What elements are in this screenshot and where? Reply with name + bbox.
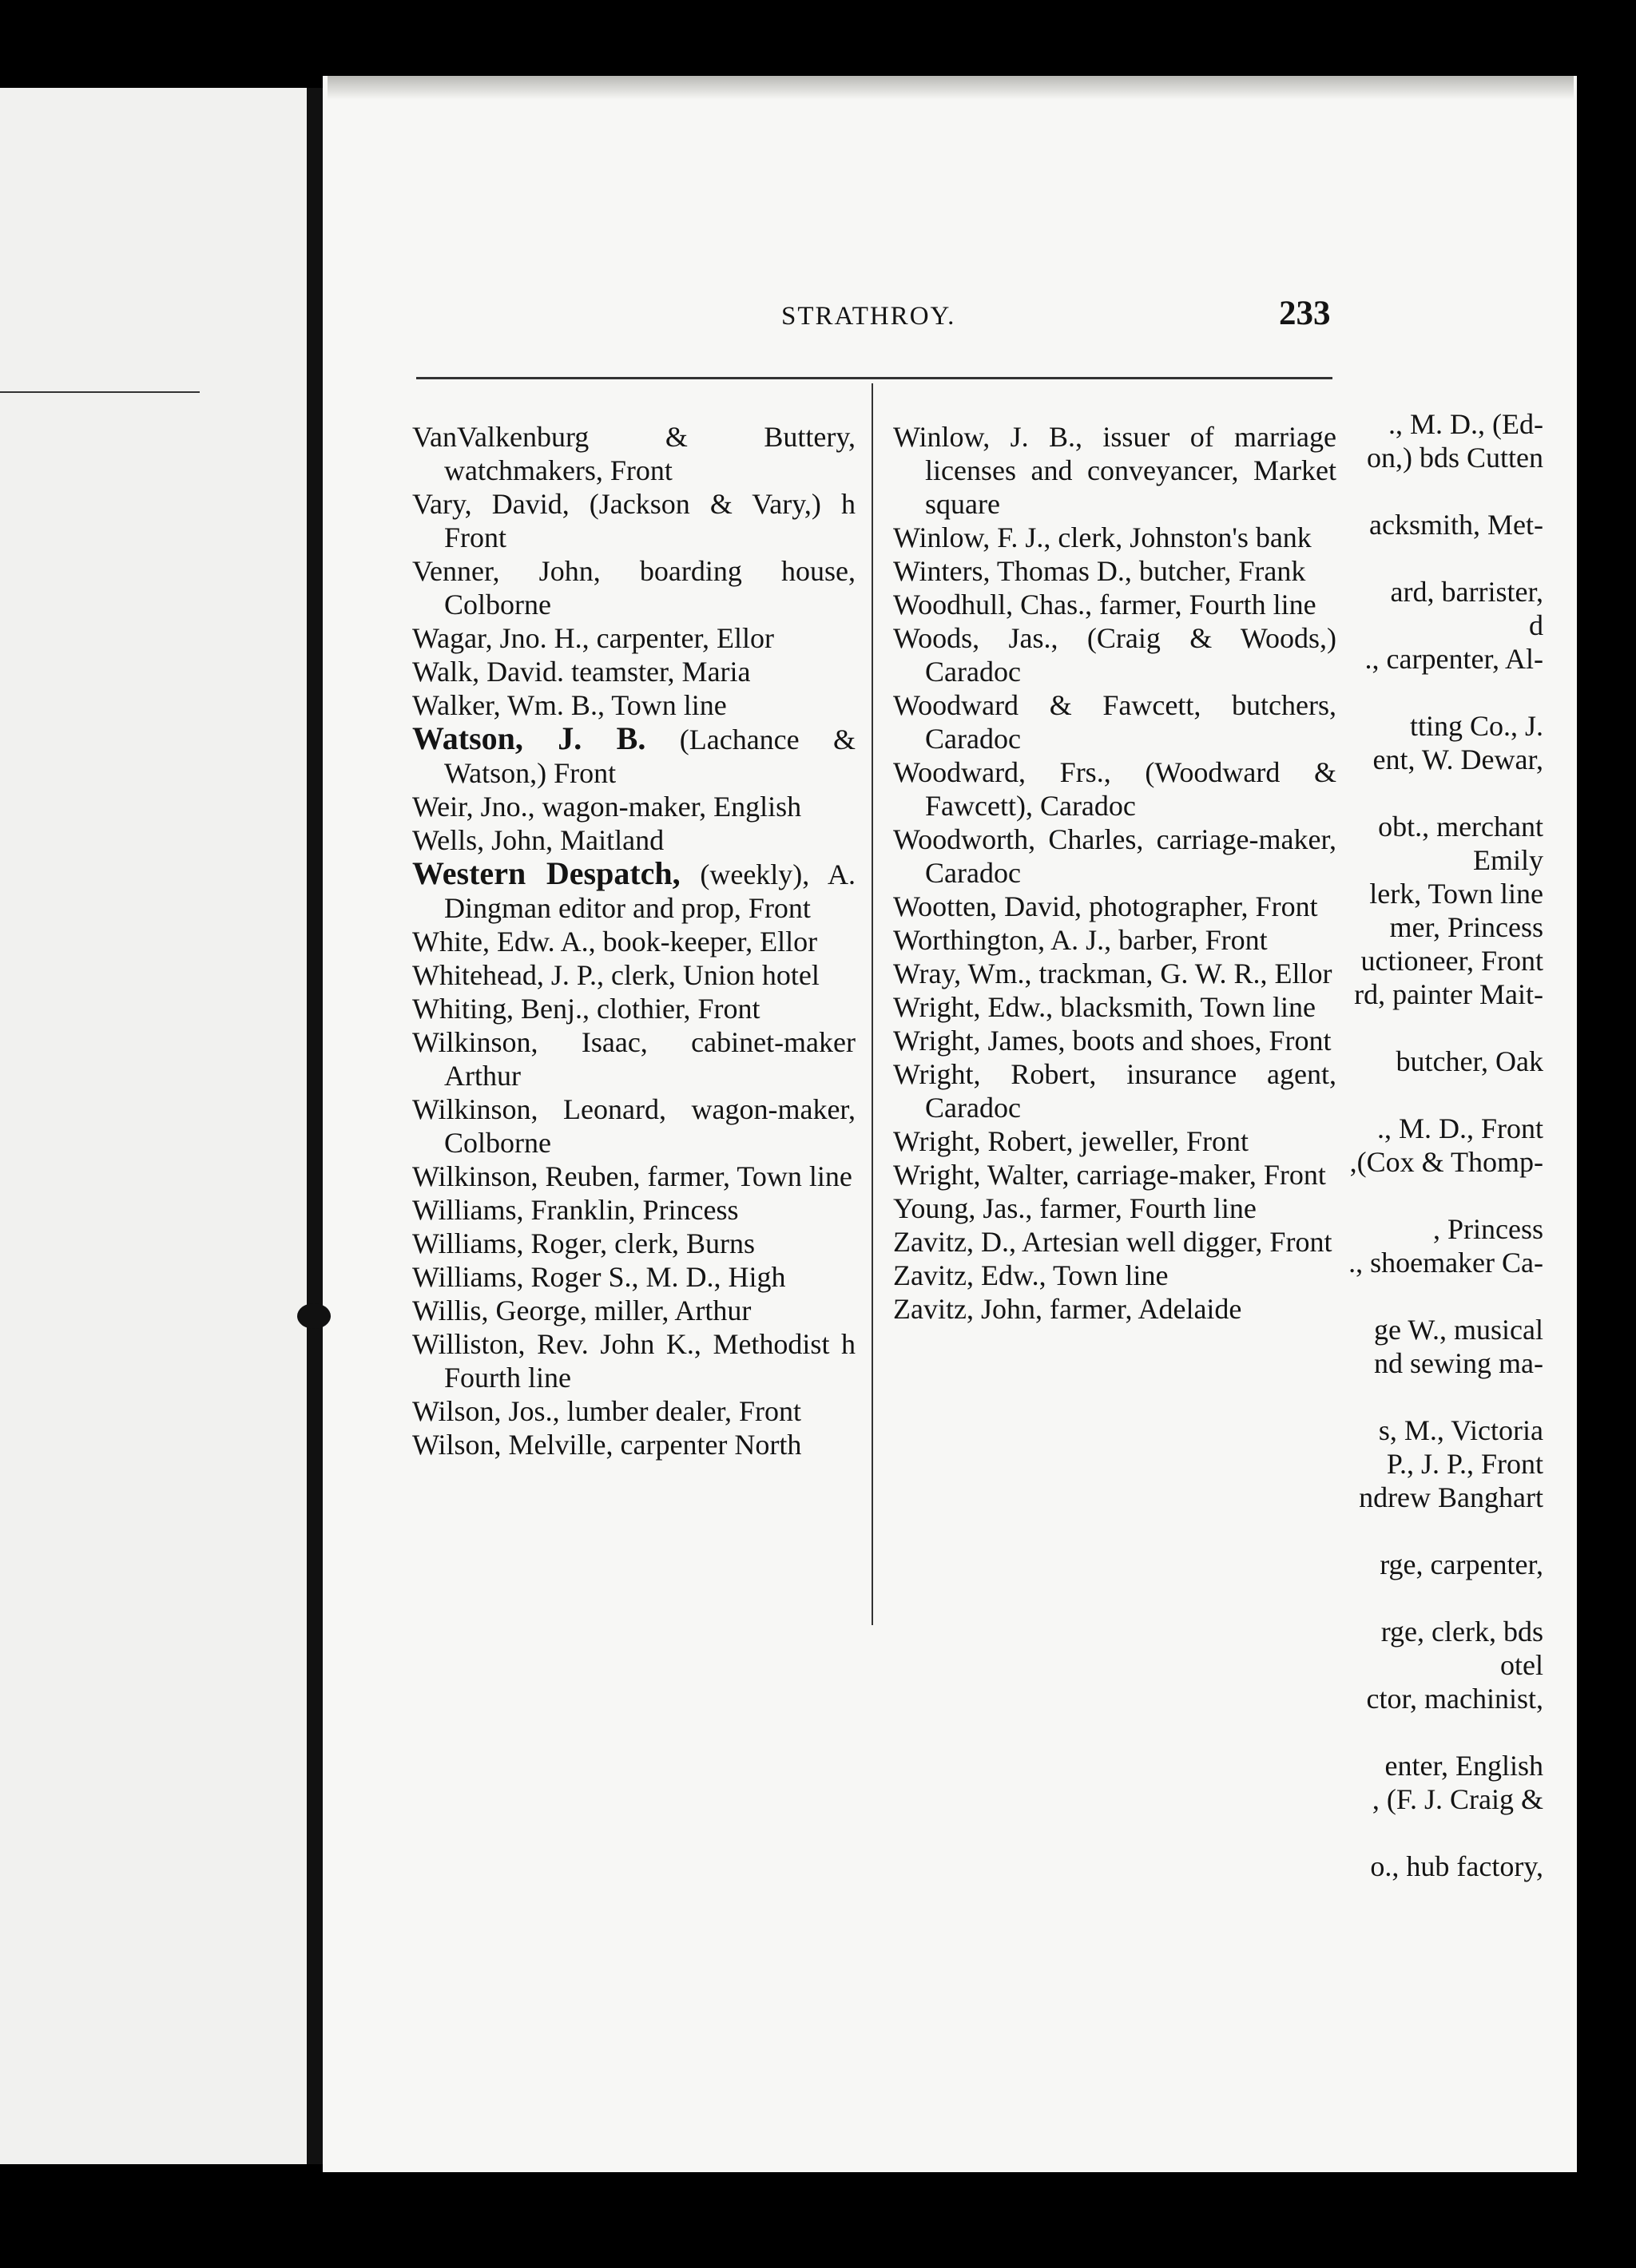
running-head: STRATHROY. <box>781 302 956 331</box>
entry-name: Zavitz, Edw., <box>893 1259 1046 1291</box>
entry-name: Wilson, Jos., <box>412 1395 560 1427</box>
directory-entry <box>893 1292 1336 1326</box>
entry-details: Princess <box>635 1194 739 1226</box>
left-page-line: ., shoemaker Ca- <box>1348 1247 1543 1279</box>
left-page-line: ,(Cox & Thomp- <box>1349 1146 1543 1178</box>
left-page-line: uctioneer, Front <box>1360 945 1543 977</box>
entry-details: boots and shoes, Front <box>1065 1025 1332 1057</box>
left-page-line: ., carpenter, Al- <box>1364 643 1543 675</box>
left-page-rule <box>0 391 200 393</box>
entry-details: (Lachance & Watson,) Front <box>444 724 856 789</box>
left-page-line: rd, painter Mait- <box>1354 978 1543 1010</box>
directory-entry <box>893 755 1336 823</box>
directory-entry <box>893 420 1336 521</box>
entry-name: Woodward, Frs., <box>893 756 1111 788</box>
entry-name: Woodhull, Chas., <box>893 589 1093 621</box>
left-page-line <box>1224 1581 1543 1615</box>
entry-details: carriage-maker, Caradoc <box>925 823 1336 889</box>
left-page-line: acksmith, Met- <box>1369 509 1543 541</box>
left-page-line: rge, carpenter, <box>1380 1548 1543 1580</box>
entry-details: clerk, Union hotel <box>603 959 820 991</box>
entry-details: farmer, Adelaide <box>1042 1293 1242 1325</box>
entry-name: Watson, J. B. <box>412 720 646 756</box>
left-page-line: ndrew Banghart <box>1359 1481 1543 1513</box>
directory-entry <box>893 554 1336 588</box>
header-rule <box>416 377 1332 379</box>
left-page-line <box>1224 1816 1543 1850</box>
directory-entry <box>412 1327 856 1394</box>
entry-name: Wright, Robert, <box>893 1058 1097 1090</box>
directory-entry <box>412 925 856 958</box>
left-page-line <box>1224 1380 1543 1414</box>
entry-name: Woods, Jas., <box>893 622 1058 654</box>
left-page-line: tting Co., J. <box>1409 710 1543 742</box>
entry-name: White, Edw. A., <box>412 926 596 958</box>
directory-entry <box>412 487 856 554</box>
left-page-line: ard, barrister, <box>1390 576 1543 608</box>
directory-entry <box>412 992 856 1025</box>
left-page-fragment <box>0 88 313 2164</box>
directory-entry <box>893 1259 1336 1292</box>
entry-name: Woodworth, Charles, <box>893 823 1144 855</box>
entry-details: watchmakers, Front <box>444 454 673 486</box>
entry-details: Methodist h Fourth line <box>444 1328 856 1394</box>
directory-entry <box>412 688 856 722</box>
directory-entry <box>893 957 1336 990</box>
entry-details: teamster, Maria <box>564 656 751 688</box>
entry-details: issuer of marriage licenses and conveyancer, Market square <box>925 421 1336 520</box>
directory-entry <box>412 1394 856 1428</box>
entry-name: Williams, Franklin, <box>412 1194 636 1226</box>
directory-column-right <box>893 420 1336 1326</box>
entry-details: butcher, Frank <box>1131 555 1306 587</box>
entry-details: insurance agent, Caradoc <box>925 1058 1336 1124</box>
left-page-line: ge W., musical <box>1374 1314 1543 1346</box>
entry-name: Winters, Thomas D., <box>893 555 1132 587</box>
left-page-line: lerk, Town line <box>1369 878 1543 910</box>
directory-entry <box>893 823 1336 890</box>
entry-details: Town line <box>604 689 727 721</box>
directory-entry <box>412 1025 856 1092</box>
entry-name: Wright, Edw., <box>893 991 1054 1023</box>
entry-name: Wilkinson, Leonard, <box>412 1093 666 1125</box>
entry-name: Zavitz, D., <box>893 1226 1016 1258</box>
left-page-line: , Princess <box>1433 1213 1543 1245</box>
entry-name: Wray, Wm., <box>893 958 1032 989</box>
directory-entry <box>412 1160 856 1193</box>
left-page-line: rge, clerk, bds <box>1380 1616 1543 1647</box>
entry-name: Wright, Walter, <box>893 1159 1070 1191</box>
directory-entry <box>412 1092 856 1160</box>
directory-entry <box>893 923 1336 957</box>
entry-name: Vary, David, <box>412 488 570 520</box>
left-page-line: s, M., Victoria <box>1378 1414 1543 1446</box>
entry-details: (Woodward & Fawcett), Caradoc <box>925 756 1336 822</box>
directory-entry <box>412 554 856 621</box>
directory-entry <box>412 722 856 790</box>
directory-entry <box>893 621 1336 688</box>
directory-entry <box>893 1225 1336 1259</box>
entry-name: Zavitz, John, <box>893 1293 1042 1325</box>
binding-mark <box>297 1303 331 1329</box>
entry-name: Willis, George, <box>412 1295 587 1326</box>
directory-entry <box>893 1057 1336 1124</box>
binding-gutter <box>307 88 323 2164</box>
entry-name: Young, Jas., <box>893 1192 1033 1224</box>
entry-name: Wagar, Jno. H., <box>412 622 590 654</box>
directory-entry <box>412 790 856 823</box>
directory-column-left <box>412 420 856 1461</box>
left-page-line <box>1224 1715 1543 1749</box>
entry-name: Walk, David. <box>412 656 565 688</box>
left-page-line: obt., merchant <box>1378 811 1543 843</box>
entry-details: carriage-maker, Front <box>1069 1159 1326 1191</box>
directory-entry <box>893 990 1336 1024</box>
left-page-line: butcher, Oak <box>1396 1045 1543 1077</box>
directory-entry <box>412 420 856 487</box>
entry-details: cabinet-maker Arthur <box>444 1026 856 1092</box>
entry-details: boarding house, Colborne <box>444 555 856 621</box>
entry-details: Artesian well digger, Front <box>1015 1226 1332 1258</box>
entry-details: jeweller, Front <box>1073 1125 1249 1157</box>
directory-entry <box>893 1191 1336 1225</box>
entry-details: carpenter, Ellor <box>589 622 775 654</box>
entry-name: Winlow, J. B., <box>893 421 1082 453</box>
directory-entry <box>893 1124 1336 1158</box>
entry-details: clerk, Burns <box>607 1227 756 1259</box>
entry-name: Venner, John, <box>412 555 601 587</box>
left-page-line: enter, English <box>1384 1750 1543 1782</box>
entry-details: trackman, G. W. R., Ellor <box>1031 958 1332 989</box>
column-divider <box>872 383 873 1625</box>
directory-entry <box>893 688 1336 755</box>
left-page-line: d <box>1529 609 1543 641</box>
entry-details: (Jackson & Vary,) h Front <box>444 488 856 553</box>
directory-entry <box>412 1193 856 1227</box>
entry-details: (weekly), A. Dingman editor and prop, Front <box>444 858 856 924</box>
entry-name: Worthington, A. J., <box>893 924 1112 956</box>
directory-entry <box>893 521 1336 554</box>
entry-details: farmer, Town line <box>640 1160 852 1192</box>
left-page-line: , (F. J. Craig & <box>1372 1783 1543 1815</box>
entry-details: Town line <box>1046 1259 1169 1291</box>
directory-entry <box>893 1158 1336 1191</box>
entry-details: book-keeper, Ellor <box>595 926 818 958</box>
scan-smudge <box>328 76 1574 100</box>
entry-name: Winlow, F. J., <box>893 521 1051 553</box>
entry-details: blacksmith, Town line <box>1053 991 1316 1023</box>
left-page-line: P., J. P., Front <box>1386 1448 1543 1480</box>
entry-details: clothier, Front <box>589 993 760 1025</box>
directory-entry <box>893 890 1336 923</box>
entry-name: Wright, James, <box>893 1025 1066 1057</box>
entry-details: butchers, Caradoc <box>925 689 1336 755</box>
directory-entry <box>412 958 856 992</box>
entry-details: photographer, Front <box>1082 890 1318 922</box>
directory-entry <box>412 1260 856 1294</box>
entry-name: Whiting, Benj., <box>412 993 590 1025</box>
entry-name: Williams, Roger S., <box>412 1261 639 1293</box>
entry-details: M. D., High <box>638 1261 786 1293</box>
directory-entry <box>412 655 856 688</box>
left-page-line: on,) bds Cutten <box>1367 442 1543 474</box>
entry-name: Wright, Robert, <box>893 1125 1074 1157</box>
directory-entry <box>412 1428 856 1461</box>
left-page-line: ent, W. Dewar, <box>1372 743 1543 775</box>
entry-details: (Craig & Woods,) Caradoc <box>925 622 1336 688</box>
left-page-line: nd sewing ma- <box>1374 1347 1543 1379</box>
entry-name: Williams, Roger, <box>412 1227 608 1259</box>
entry-details: farmer, Fourth line <box>1032 1192 1257 1224</box>
directory-entry <box>412 1294 856 1327</box>
entry-details: carpenter North <box>613 1429 802 1461</box>
entry-name: Western Despatch, <box>412 855 681 891</box>
entry-details: miller, Arthur <box>586 1295 752 1326</box>
left-page-line: ., M. D., Front <box>1376 1112 1543 1144</box>
entry-name: Woodward & Fawcett, <box>893 689 1201 721</box>
directory-entry <box>412 857 856 925</box>
directory-entry <box>893 1024 1336 1057</box>
entry-details: lumber dealer, Front <box>559 1395 802 1427</box>
entry-name: Walker, Wm. B., <box>412 689 605 721</box>
directory-entry <box>412 621 856 655</box>
entry-name: Weir, Jno., <box>412 791 535 823</box>
left-page-line: mer, Princess <box>1389 911 1543 943</box>
left-page-line: otel <box>1500 1649 1543 1681</box>
left-page-line <box>1224 1514 1543 1548</box>
entry-details: wagon-maker, English <box>534 791 802 823</box>
entry-details: farmer, Fourth line <box>1092 589 1316 621</box>
entry-name: Wells, John, <box>412 824 554 856</box>
left-page-line: Emily <box>1473 844 1543 876</box>
page-number: 233 <box>1279 295 1331 332</box>
entry-name: Wilkinson, Isaac, <box>412 1026 648 1058</box>
directory-entry <box>412 823 856 857</box>
entry-details: barber, Front <box>1111 924 1268 956</box>
entry-name: Wootten, David, <box>893 890 1082 922</box>
directory-entry <box>893 588 1336 621</box>
entry-name: Williston, Rev. John K., <box>412 1328 701 1360</box>
entry-name: Wilson, Melville, <box>412 1429 614 1461</box>
directory-entry <box>412 1227 856 1260</box>
left-page-line: ctor, machinist, <box>1366 1683 1543 1715</box>
entry-name: Whitehead, J. P., <box>412 959 604 991</box>
entry-name: Wilkinson, Reuben, <box>412 1160 641 1192</box>
left-page-line: ., M. D., (Ed- <box>1388 408 1543 440</box>
entry-details: wagon-maker, Colborne <box>444 1093 856 1159</box>
entry-name: VanValkenburg & Buttery, <box>412 421 856 453</box>
entry-details: Maitland <box>553 824 665 856</box>
entry-details: clerk, Johnston's bank <box>1050 521 1312 553</box>
left-page-line: o., hub factory, <box>1370 1850 1543 1882</box>
